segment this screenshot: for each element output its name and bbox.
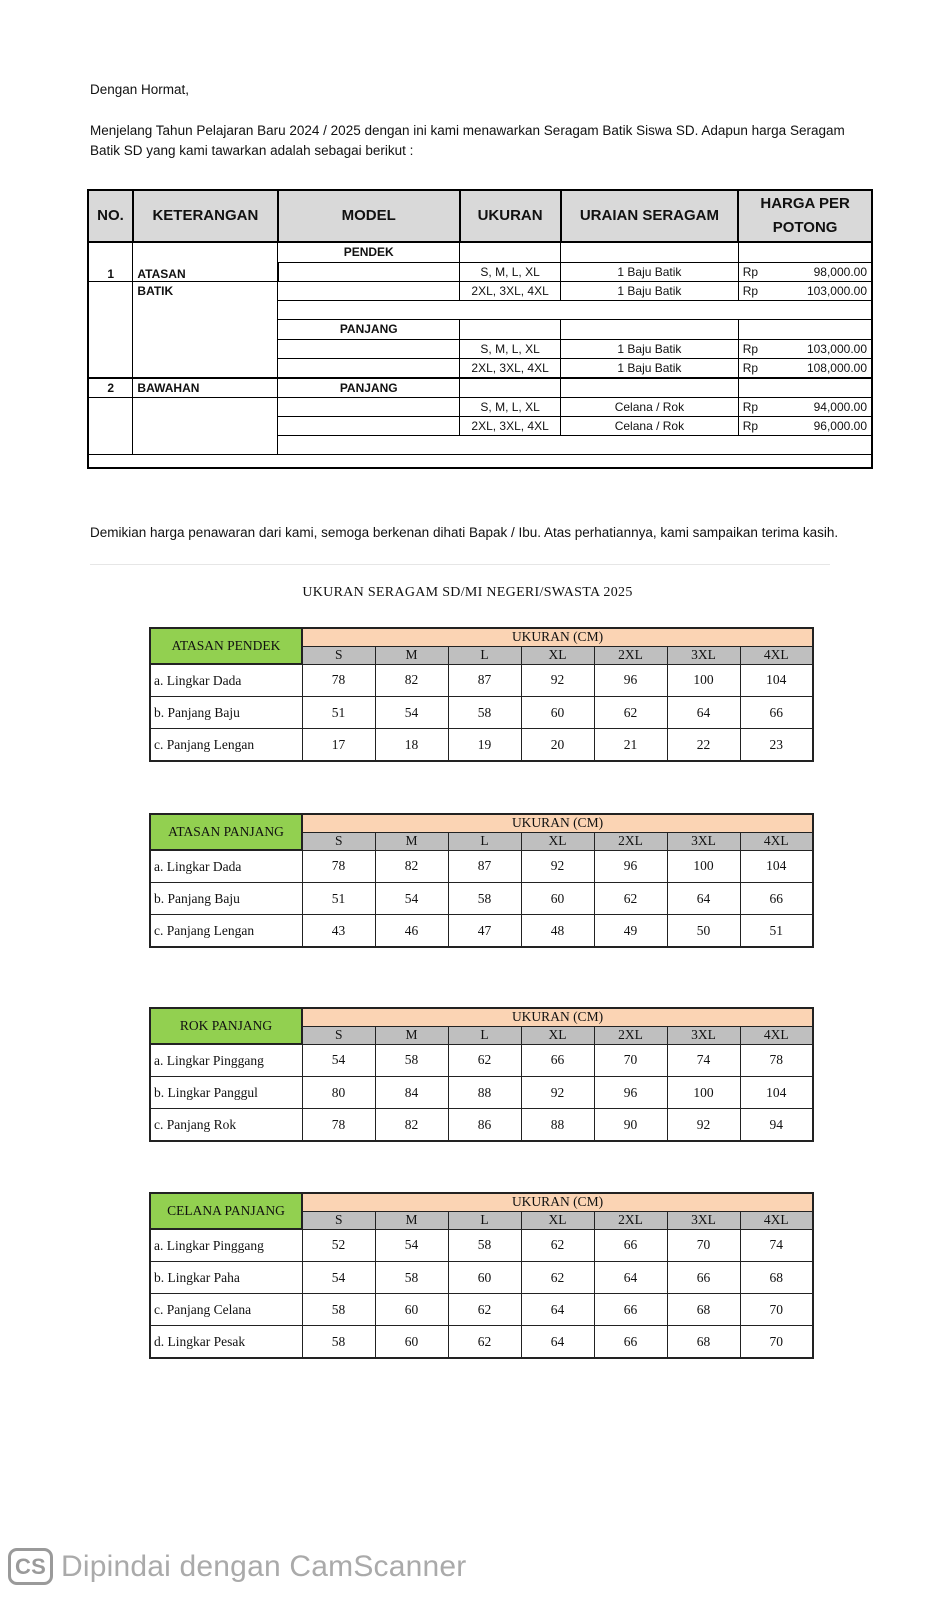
size-value: 52 <box>302 1229 375 1262</box>
table-row <box>88 358 872 378</box>
size-col: S <box>302 1211 375 1229</box>
row-label: b. Lingkar Paha <box>150 1262 302 1294</box>
size-value: 58 <box>302 1326 375 1359</box>
size-col: S <box>302 646 375 664</box>
size-value: 96 <box>594 850 667 883</box>
size-col: 3XL <box>667 832 740 850</box>
item-name: BAWAHAN <box>133 378 278 398</box>
size-col: 3XL <box>667 1026 740 1044</box>
size-value: 62 <box>448 1044 521 1077</box>
size-value: 46 <box>375 915 448 948</box>
size-col: 2XL <box>594 832 667 850</box>
row-label: b. Lingkar Panggul <box>150 1077 302 1109</box>
size-value: 90 <box>594 1109 667 1142</box>
uraian-cell: 1 Baju Batik <box>561 281 739 300</box>
size-value: 100 <box>667 850 740 883</box>
size-value: 66 <box>740 883 813 915</box>
table-row <box>88 281 872 300</box>
size-value: 47 <box>448 915 521 948</box>
row-label: a. Lingkar Dada <box>150 664 302 697</box>
uraian-cell: Celana / Rok <box>561 398 739 417</box>
table-row <box>88 436 872 455</box>
size-col: M <box>375 1026 448 1044</box>
size-value: 96 <box>594 1077 667 1109</box>
size-value: 64 <box>521 1326 594 1359</box>
row-label: c. Panjang Rok <box>150 1109 302 1142</box>
size-value: 66 <box>667 1262 740 1294</box>
size-table-celana-panjang <box>149 1192 814 1359</box>
size-value: 92 <box>667 1109 740 1142</box>
size-section-title: UKURAN SERAGAM SD/MI NEGERI/SWASTA 2025 <box>302 585 633 600</box>
size-col: XL <box>521 646 594 664</box>
size-value: 54 <box>302 1044 375 1077</box>
size-value: 87 <box>448 850 521 883</box>
size-value: 60 <box>521 697 594 729</box>
header-keterangan: KETERANGAN <box>133 190 278 242</box>
table-row <box>150 697 813 729</box>
currency-cell: Rp <box>738 417 765 436</box>
size-value: 43 <box>302 915 375 948</box>
size-col: XL <box>521 1211 594 1229</box>
size-value: 64 <box>521 1294 594 1326</box>
header-no: NO. <box>88 190 133 242</box>
table-row <box>150 1109 813 1142</box>
size-value: 60 <box>375 1326 448 1359</box>
size-col: 2XL <box>594 646 667 664</box>
table-row <box>88 398 872 417</box>
size-value: 62 <box>448 1294 521 1326</box>
model-label: PANJANG <box>278 319 460 339</box>
size-value: 80 <box>302 1077 375 1109</box>
intro-paragraph: Menjelang Tahun Pelajaran Baru 2024 / 2025 dengan ini kami menawarkan Seragam Batik Siswa SD. Adapun harga Seragam Batik SD yang kami tawarkan adalah sebagai berikut : <box>90 123 845 158</box>
currency-cell: Rp <box>738 398 765 417</box>
size-value: 94 <box>740 1109 813 1142</box>
size-header: UKURAN (CM) <box>302 1193 813 1211</box>
table-row <box>150 850 813 883</box>
size-col: M <box>375 646 448 664</box>
size-value: 62 <box>594 883 667 915</box>
size-value: 20 <box>521 729 594 762</box>
size-value: 19 <box>448 729 521 762</box>
size-value: 92 <box>521 850 594 883</box>
size-col: L <box>448 1026 521 1044</box>
currency-cell: Rp <box>738 262 765 281</box>
size-value: 58 <box>375 1044 448 1077</box>
size-value: 48 <box>521 915 594 948</box>
size-value: 74 <box>667 1044 740 1077</box>
size-col: 4XL <box>740 646 813 664</box>
size-value: 54 <box>375 1229 448 1262</box>
size-value: 68 <box>667 1294 740 1326</box>
table-row <box>150 729 813 762</box>
ukuran-cell: 2XL, 3XL, 4XL <box>460 417 561 436</box>
size-value: 100 <box>667 664 740 697</box>
size-col: M <box>375 832 448 850</box>
size-value: 60 <box>521 883 594 915</box>
size-value: 60 <box>375 1294 448 1326</box>
model-label: PENDEK <box>278 242 460 262</box>
size-value: 51 <box>740 915 813 948</box>
size-table-name: ATASAN PENDEK <box>150 628 302 664</box>
price-cell: 94,000.00 <box>765 398 872 417</box>
currency-cell: Rp <box>738 339 765 358</box>
ukuran-cell: 2XL, 3XL, 4XL <box>460 358 561 378</box>
ukuran-cell: S, M, L, XL <box>460 339 561 358</box>
size-value: 82 <box>375 850 448 883</box>
size-value: 84 <box>375 1077 448 1109</box>
size-value: 68 <box>740 1262 813 1294</box>
table-row <box>88 242 872 262</box>
size-table-atasan-panjang <box>149 813 814 948</box>
size-value: 66 <box>594 1229 667 1262</box>
greeting: Dengan Hormat, <box>90 82 190 97</box>
size-col: 3XL <box>667 1211 740 1229</box>
row-label: b. Panjang Baju <box>150 883 302 915</box>
size-value: 92 <box>521 664 594 697</box>
size-value: 78 <box>302 664 375 697</box>
size-col: M <box>375 1211 448 1229</box>
size-value: 50 <box>667 915 740 948</box>
row-label: a. Lingkar Dada <box>150 850 302 883</box>
table-row <box>88 339 872 358</box>
size-value: 104 <box>740 850 813 883</box>
header-model: MODEL <box>278 190 460 242</box>
uraian-cell: 1 Baju Batik <box>561 262 739 281</box>
size-col: L <box>448 1211 521 1229</box>
size-value: 51 <box>302 697 375 729</box>
size-value: 100 <box>667 1077 740 1109</box>
size-value: 70 <box>594 1044 667 1077</box>
table-row <box>150 664 813 697</box>
size-header: UKURAN (CM) <box>302 1008 813 1026</box>
size-col: 4XL <box>740 1211 813 1229</box>
size-table-name: ROK PANJANG <box>150 1008 302 1044</box>
size-header: UKURAN (CM) <box>302 628 813 646</box>
size-value: 64 <box>594 1262 667 1294</box>
size-value: 58 <box>448 697 521 729</box>
size-value: 60 <box>448 1262 521 1294</box>
row-label: b. Panjang Baju <box>150 697 302 729</box>
header-uraian: URAIAN SERAGAM <box>561 190 739 242</box>
table-row <box>150 1262 813 1294</box>
row-label: c. Panjang Celana <box>150 1294 302 1326</box>
table-row <box>150 883 813 915</box>
table-row <box>150 1229 813 1262</box>
size-value: 62 <box>521 1262 594 1294</box>
currency-cell: Rp <box>738 358 765 378</box>
item-name-line2: BATIK <box>133 281 278 300</box>
size-value: 78 <box>740 1044 813 1077</box>
row-label: c. Panjang Lengan <box>150 729 302 762</box>
row-label: c. Panjang Lengan <box>150 915 302 948</box>
size-value: 70 <box>740 1294 813 1326</box>
price-cell: 98,000.00 <box>765 262 872 281</box>
price-table <box>87 189 873 469</box>
ukuran-cell: 2XL, 3XL, 4XL <box>460 281 561 300</box>
ukuran-cell: S, M, L, XL <box>460 398 561 417</box>
currency-cell: Rp <box>738 281 765 300</box>
size-value: 104 <box>740 664 813 697</box>
size-value: 66 <box>594 1326 667 1359</box>
size-value: 87 <box>448 664 521 697</box>
header-harga: HARGA PER POTONG <box>738 190 872 242</box>
price-cell: 96,000.00 <box>765 417 872 436</box>
table-row <box>88 319 872 339</box>
size-value: 74 <box>740 1229 813 1262</box>
camscanner-watermark <box>8 1548 466 1585</box>
size-table-name: CELANA PANJANG <box>150 1193 302 1229</box>
size-value: 64 <box>667 883 740 915</box>
camscanner-logo-icon: CS <box>8 1548 53 1585</box>
size-value: 54 <box>302 1262 375 1294</box>
size-table-atasan-pendek <box>149 627 814 762</box>
item-name-line1: ATASAN <box>133 242 278 281</box>
size-value: 58 <box>375 1262 448 1294</box>
table-row <box>88 378 872 398</box>
item-no: 1 <box>88 242 133 281</box>
table-row <box>88 417 872 436</box>
size-value: 51 <box>302 883 375 915</box>
size-col: 2XL <box>594 1211 667 1229</box>
size-value: 62 <box>594 697 667 729</box>
size-value: 104 <box>740 1077 813 1109</box>
size-value: 54 <box>375 883 448 915</box>
size-col: 2XL <box>594 1026 667 1044</box>
price-cell: 103,000.00 <box>765 281 872 300</box>
size-value: 21 <box>594 729 667 762</box>
closing-paragraph: Demikian harga penawaran dari kami, semoga berkenan dihati Bapak / Ibu. Atas perhatiannya, kami sampaikan terima kasih. <box>90 525 839 540</box>
size-value: 58 <box>448 883 521 915</box>
ukuran-cell: S, M, L, XL <box>460 262 561 281</box>
size-value: 88 <box>521 1109 594 1142</box>
size-value: 17 <box>302 729 375 762</box>
size-col: S <box>302 832 375 850</box>
table-row <box>88 455 872 469</box>
size-value: 70 <box>740 1326 813 1359</box>
size-col: L <box>448 832 521 850</box>
table-row <box>150 1077 813 1109</box>
price-cell: 108,000.00 <box>765 358 872 378</box>
size-value: 78 <box>302 850 375 883</box>
header-ukuran: UKURAN <box>460 190 561 242</box>
size-value: 18 <box>375 729 448 762</box>
price-cell: 103,000.00 <box>765 339 872 358</box>
size-value: 78 <box>302 1109 375 1142</box>
table-row <box>150 1326 813 1359</box>
watermark-text: Dipindai dengan CamScanner <box>61 1549 467 1583</box>
size-value: 92 <box>521 1077 594 1109</box>
divider <box>90 564 830 565</box>
size-value: 22 <box>667 729 740 762</box>
size-value: 88 <box>448 1077 521 1109</box>
size-value: 82 <box>375 664 448 697</box>
size-value: 54 <box>375 697 448 729</box>
table-row <box>88 300 872 319</box>
size-value: 62 <box>521 1229 594 1262</box>
row-label: a. Lingkar Pinggang <box>150 1229 302 1262</box>
row-label: d. Lingkar Pesak <box>150 1326 302 1359</box>
size-table-rok-panjang <box>149 1007 814 1142</box>
size-col: 4XL <box>740 1026 813 1044</box>
size-value: 82 <box>375 1109 448 1142</box>
size-value: 66 <box>521 1044 594 1077</box>
size-col: S <box>302 1026 375 1044</box>
model-label: PANJANG <box>278 378 460 398</box>
size-header: UKURAN (CM) <box>302 814 813 832</box>
size-value: 96 <box>594 664 667 697</box>
size-value: 64 <box>667 697 740 729</box>
uraian-cell: 1 Baju Batik <box>561 358 739 378</box>
size-value: 49 <box>594 915 667 948</box>
price-header-row <box>88 190 872 242</box>
size-value: 58 <box>302 1294 375 1326</box>
size-col: XL <box>521 1026 594 1044</box>
table-row <box>150 1294 813 1326</box>
size-value: 23 <box>740 729 813 762</box>
size-table-name: ATASAN PANJANG <box>150 814 302 850</box>
size-value: 58 <box>448 1229 521 1262</box>
row-label: a. Lingkar Pinggang <box>150 1044 302 1077</box>
size-value: 66 <box>740 697 813 729</box>
size-value: 62 <box>448 1326 521 1359</box>
size-col: 3XL <box>667 646 740 664</box>
item-no: 2 <box>88 378 133 398</box>
size-value: 68 <box>667 1326 740 1359</box>
uraian-cell: 1 Baju Batik <box>561 339 739 358</box>
table-row <box>150 915 813 948</box>
size-value: 70 <box>667 1229 740 1262</box>
table-row <box>150 1044 813 1077</box>
size-col: 4XL <box>740 832 813 850</box>
size-col: XL <box>521 832 594 850</box>
size-col: L <box>448 646 521 664</box>
size-value: 66 <box>594 1294 667 1326</box>
uraian-cell: Celana / Rok <box>561 417 739 436</box>
size-value: 86 <box>448 1109 521 1142</box>
